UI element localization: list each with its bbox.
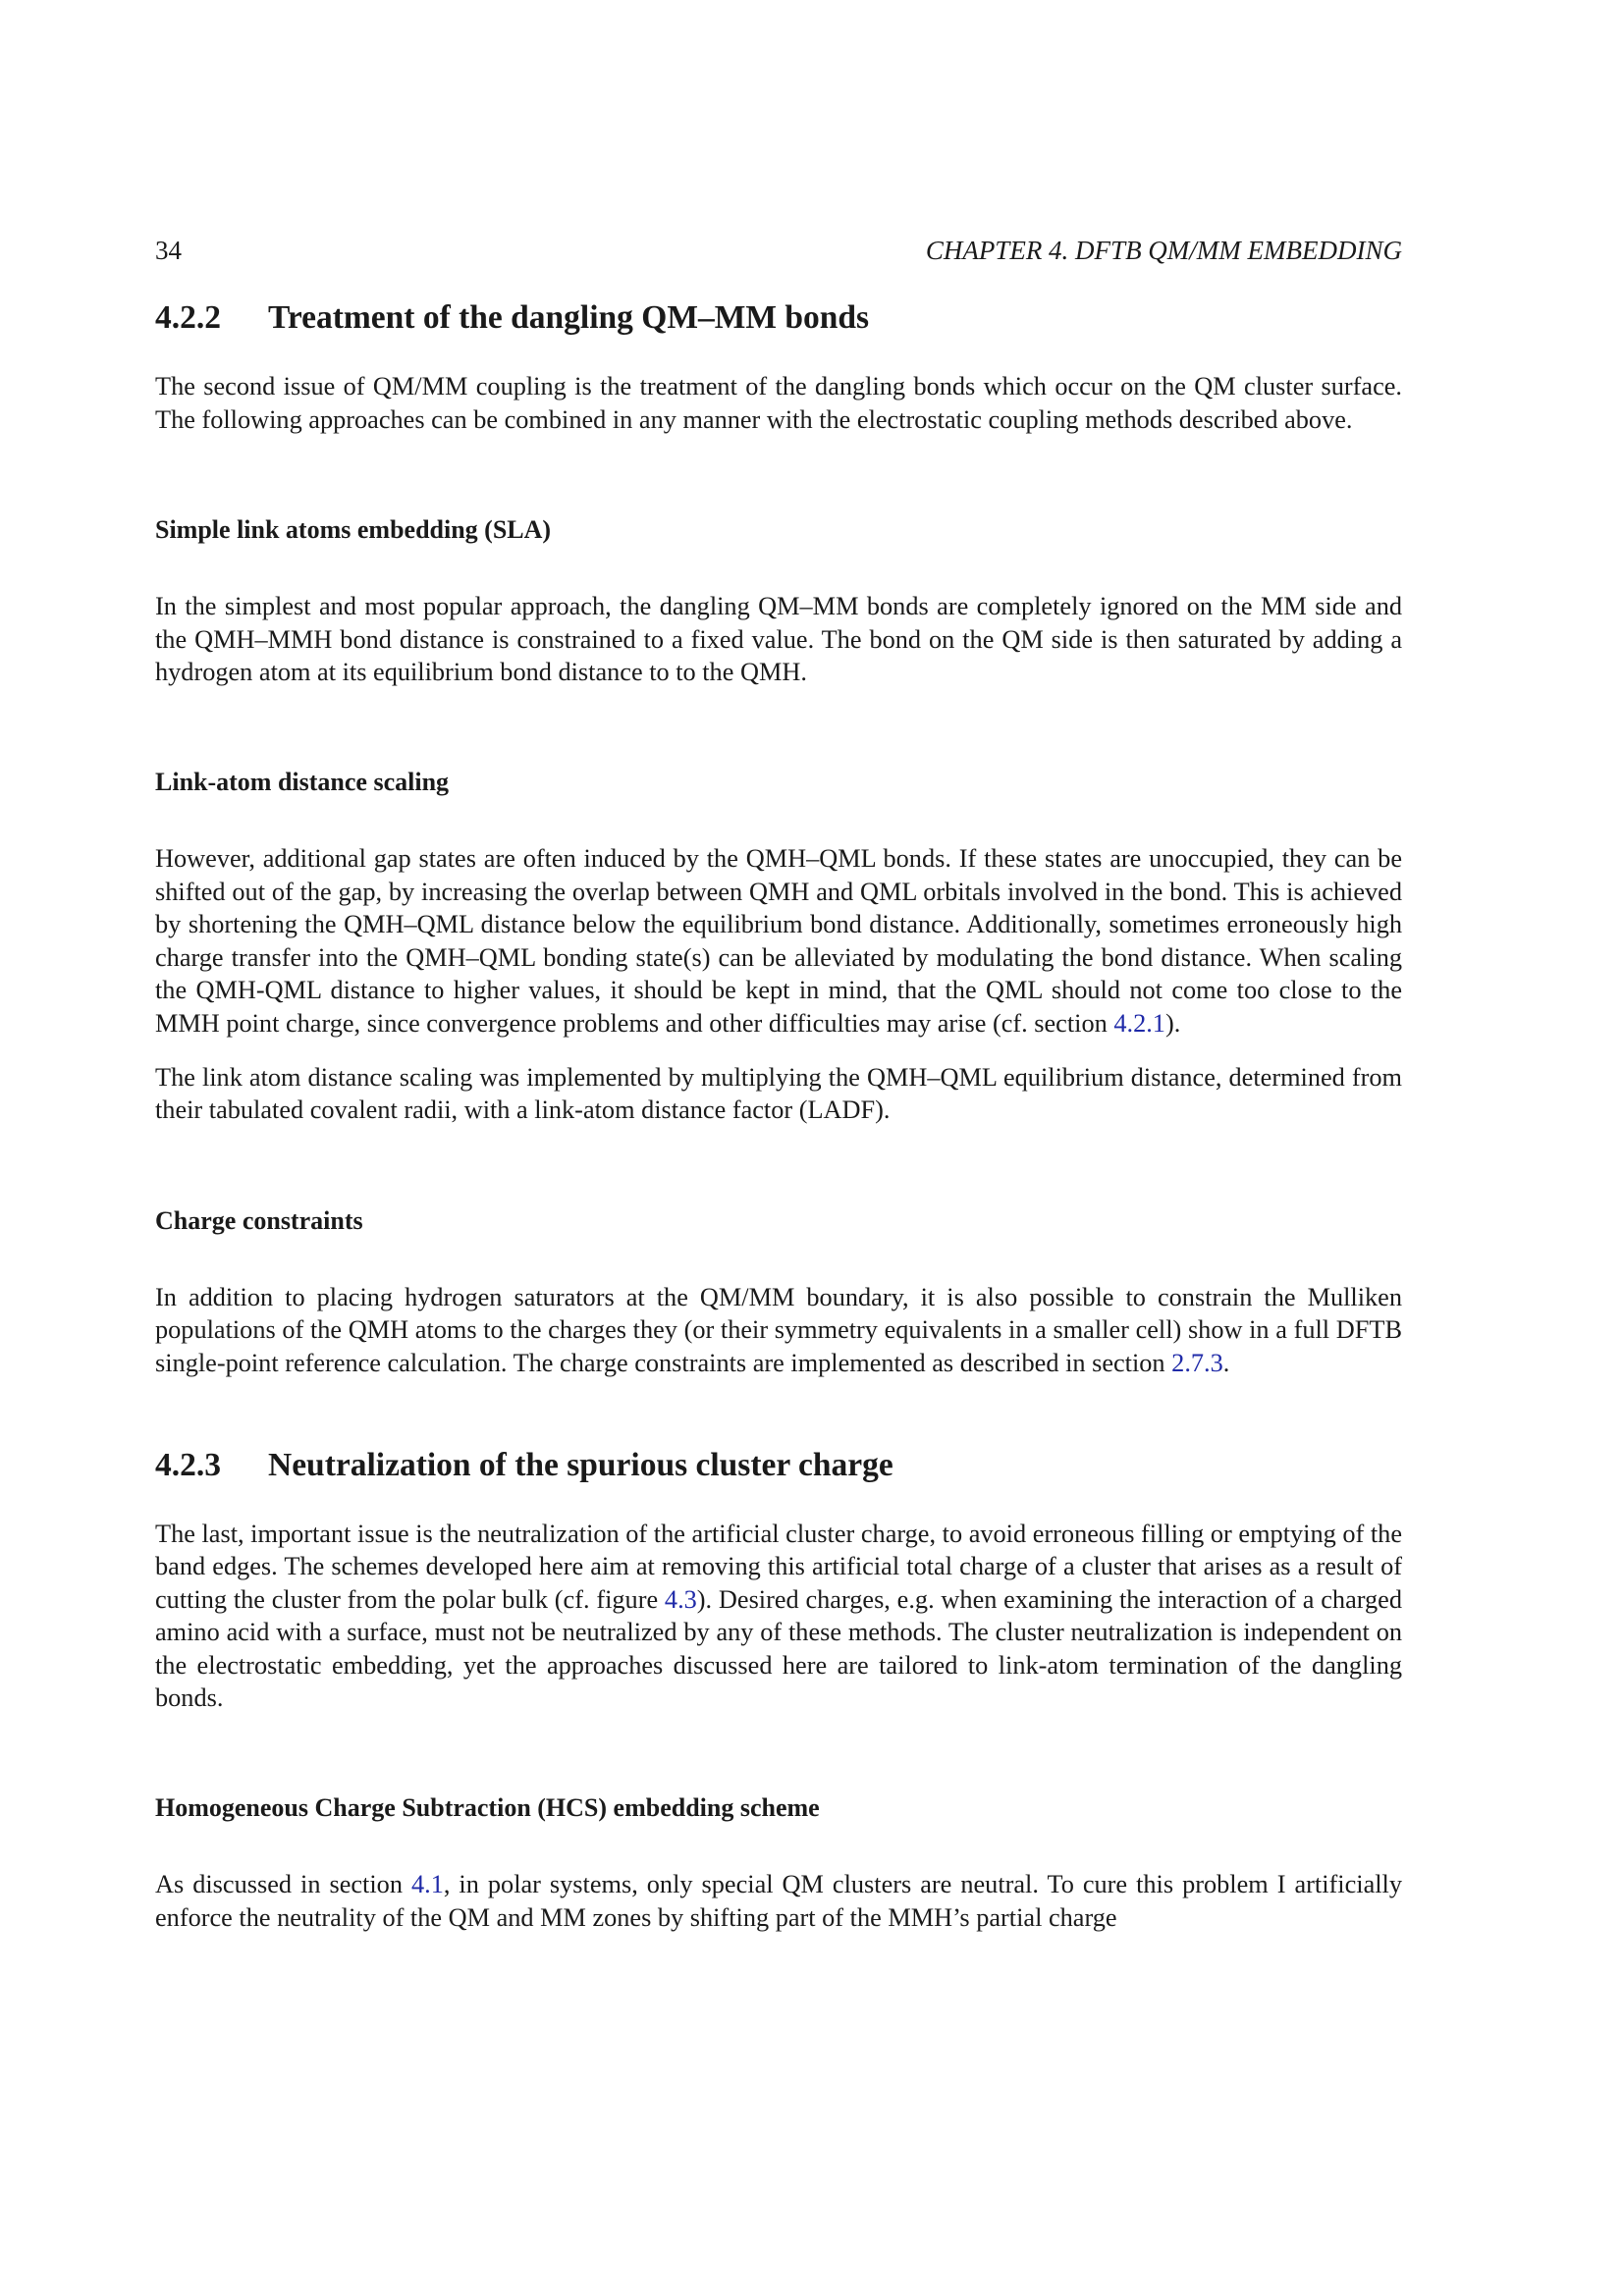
paragraph-text: The last, important issue is the neutralization of the artificial cluster charge, to avoid erroneous filling or emptying of the band edges. The schemes developed here aim at removing this artificial total charge of a cluster that arises as a result of cutting the cluster from the polar bulk (cf. figure [155, 1519, 1402, 1614]
paragraph-text: In addition to placing hydrogen saturators at the QM/MM boundary, it is also possible to constrain the Mulliken populations of the QMH atoms to the charges they (or their symmetry equivalents in a smaller cell) show in a full DFTB single-point reference calculation. The charge constraints are implemented as described in section [155, 1282, 1402, 1377]
subheading-charge-constraints: Charge constraints [155, 1205, 363, 1235]
paragraph-text-end: ). [1164, 1008, 1181, 1038]
running-head [155, 234, 1402, 267]
paragraph-charge-constraints [155, 1281, 1402, 1380]
page [155, 234, 1402, 1934]
paragraph-ladf-gap-states [155, 842, 1402, 1041]
paragraph-text-end: ). Desired charges, e.g. when examining the interaction of a charged amino acid with a surface, must not be neutralized by any of these methods. The cluster neutralization is independent on the electrostatic embedding, yet the approaches discussed here are tailored to link-atom termination of the dangling bonds. [155, 1584, 1402, 1713]
chapter-title: CHAPTER 4. DFTB QM/MM EMBEDDING [925, 236, 1402, 265]
paragraph-hcs [155, 1868, 1402, 1934]
paragraph-text-end: . [1222, 1348, 1230, 1377]
paragraph-neutralization [155, 1518, 1402, 1716]
section-ref-link[interactable]: 4.2.1 [1113, 1008, 1165, 1038]
section-heading-4-2-3 [155, 1444, 1402, 1487]
paragraph-dangling-bonds-intro: The second issue of QM/MM coupling is the treatment of the dangling bonds which occur on the QM cluster surface. The following approaches can be combined in any manner with the electrostatic coupling methods described above. [155, 372, 1402, 434]
paragraph-text-end: , in polar systems, only special QM clusters are neutral. To cure this problem I artificially enforce the neutrality of the QM and MM zones by shifting part of the MMH’s partial charge [155, 1870, 1403, 1932]
subheading-link-atom-distance-scaling: Link-atom distance scaling [155, 767, 450, 796]
subheading-sla: Simple link atoms embedding (SLA) [155, 515, 552, 545]
section-title: Treatment of the dangling QM–MM bonds [268, 299, 869, 336]
page-number: 34 [155, 236, 182, 265]
paragraph-sla: In the simplest and most popular approach, the dangling QM–MM bonds are completely ignored on the MM side and the QMH–MMH bond distance is constrained to a fixed value. The bond on the QM side is then saturated by adding a hydrogen atom at its equilibrium bond distance to to the QMH. [155, 592, 1402, 687]
subheading-hcs: Homogeneous Charge Subtraction (HCS) embedding scheme [155, 1793, 820, 1823]
section-ref-link[interactable]: 4.1 [410, 1870, 444, 1899]
paragraph-text: As discussed in section [155, 1870, 411, 1899]
section-heading-4-2-2 [155, 296, 1402, 340]
section-title: Neutralization of the spurious cluster charge [268, 1446, 893, 1483]
section-number: 4.2.3 [155, 1446, 221, 1483]
section-number: 4.2.2 [155, 299, 221, 336]
section-ref-link[interactable]: 2.7.3 [1171, 1348, 1223, 1377]
paragraph-text: However, additional gap states are often induced by the QMH–QML bonds. If these states are unoccupied, they can be shifted out of the gap, by increasing the overlap between QMH and QML orbitals involved in the bond. This is achieved by shortening the QMH–QML distance below the equilibrium bond distance. Additionally, sometimes erroneously high charge transfer into the QMH–QML bonding state(s) can be alleviated by modulating the bond distance. When scaling the QMH-QML distance to higher values, it should be kept in mind, that the QML should not come too close to the MMH point charge, since convergence problems and other difficulties may arise (cf. section [155, 843, 1402, 1038]
figure-ref-link[interactable]: 4.3 [664, 1584, 697, 1614]
paragraph-ladf-implementation: The link atom distance scaling was implemented by multiplying the QMH–QML equilibrium distance, determined from their tabulated covalent radii, with a link-atom distance factor (LADF). [155, 1062, 1402, 1125]
